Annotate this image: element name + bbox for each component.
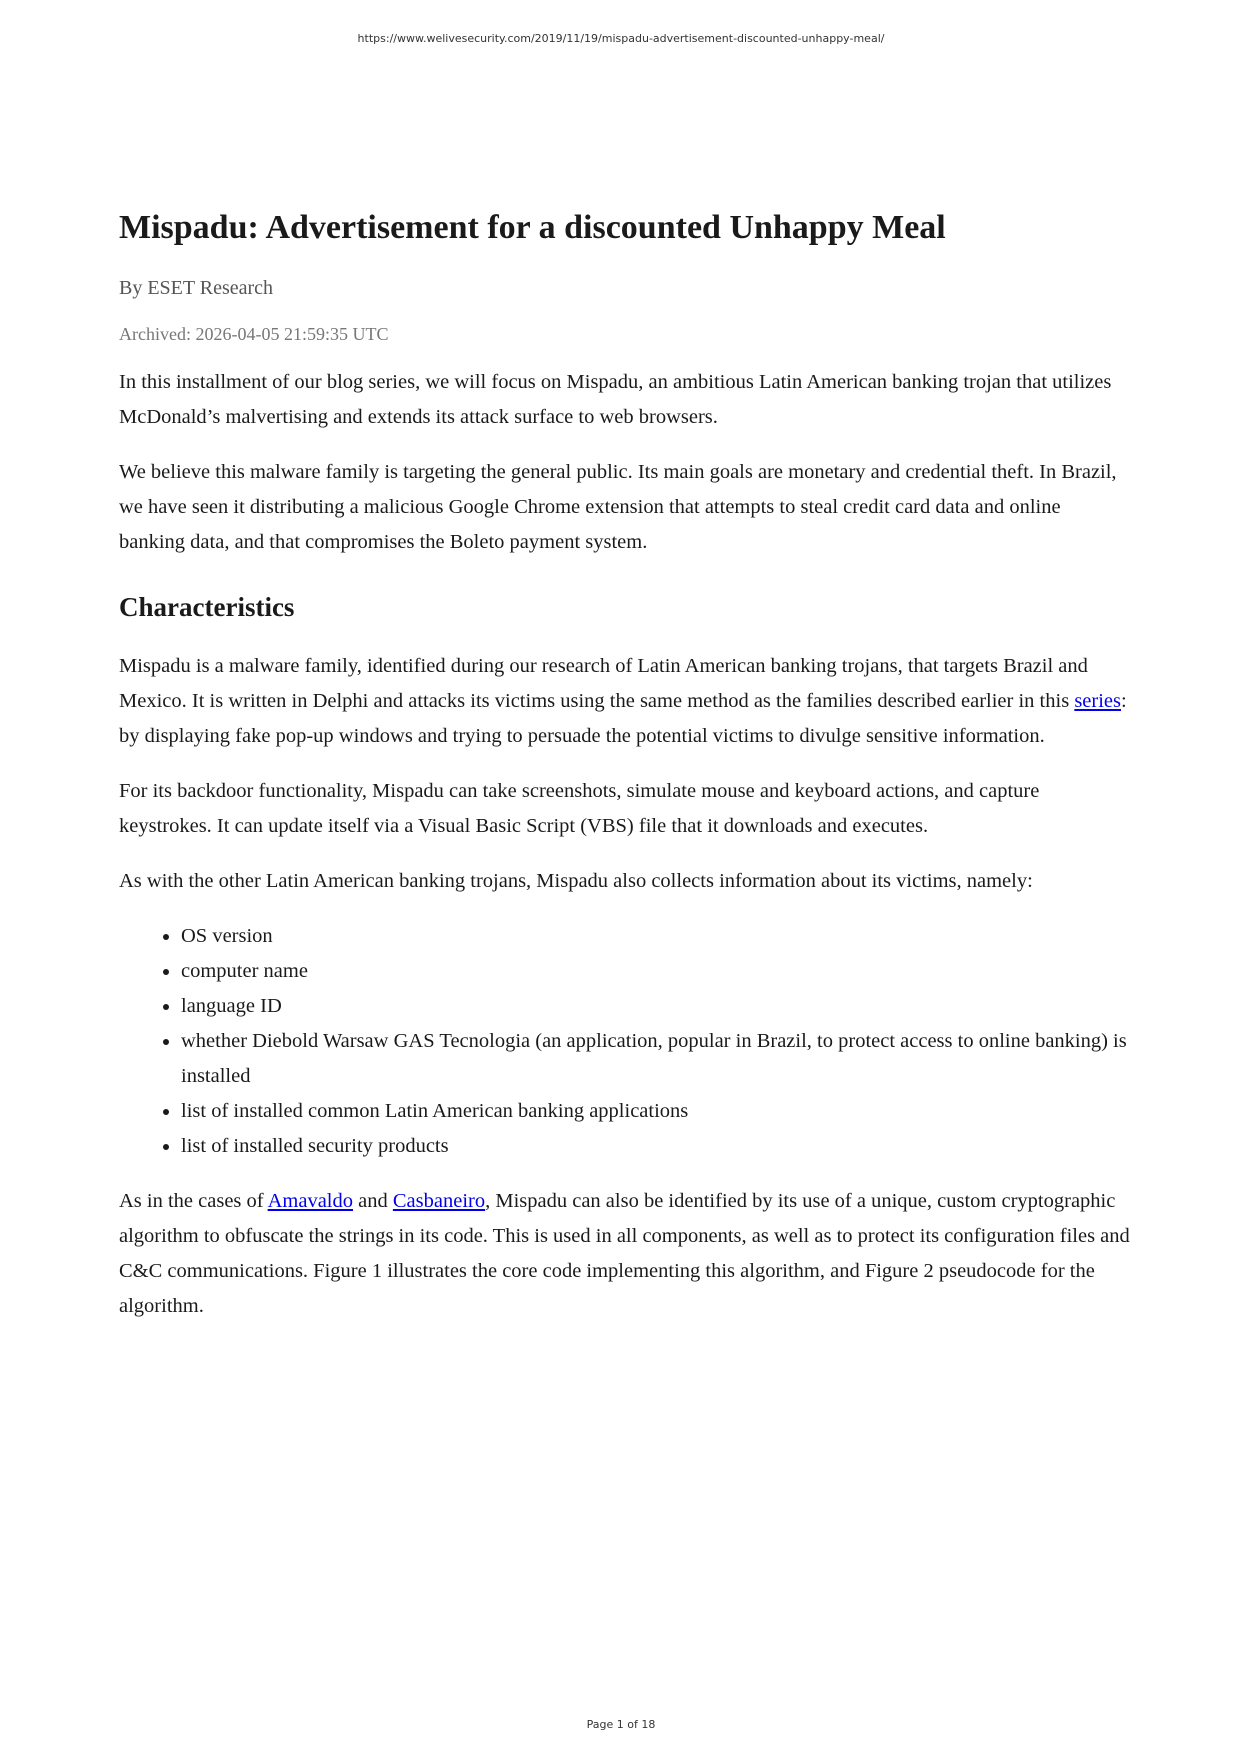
list-item: • computer name xyxy=(181,954,1131,989)
characteristics-paragraph-2: For its backdoor functionality, Mispadu can take screenshots, simulate mouse and keyboard actions, and capture keystrokes. It can update itself via a Visual Basic Script (VBS) file that it downloads and executes. xyxy=(119,779,1040,837)
victim-info-list xyxy=(119,919,1131,1164)
source-url: https://www.welivesecurity.com/2019/11/19/mispadu-advertisement-discounted-unhappy-meal/ xyxy=(357,32,885,45)
casbaneiro-link[interactable]: Casbaneiro xyxy=(392,1189,486,1212)
article-byline: By ESET Research xyxy=(119,276,274,299)
text-span: As in the cases of xyxy=(119,1189,268,1212)
article-content xyxy=(119,208,1131,1324)
intro-paragraph-1: In this installment of our blog series, we will focus on Mispadu, an ambitious Latin American banking trojan that utilizes McDonald’s malvertising and extends its attack surface to web browsers. xyxy=(119,370,1112,428)
series-link[interactable]: series xyxy=(1074,689,1121,712)
characteristics-paragraph-1 xyxy=(119,649,1131,754)
article-title: Mispadu: Advertisement for a discounted Unhappy Meal xyxy=(119,209,946,246)
characteristics-paragraph-4 xyxy=(119,1184,1131,1324)
text-span: , Mispadu can also be identified by its use of a unique, custom cryptographic algorithm to obfuscate the strings in its code. This is used in all components, as well as to protect its configuration files and C&C communications. Figure 1 illustrates the core code implementing this algorithm, and Figure 2 pseudocode for the algorithm. xyxy=(119,1189,1130,1317)
page-number: Page 1 of 18 xyxy=(586,1718,656,1731)
text-span: Mispadu is a malware family, identified during our research of Latin American banking trojans, that targets Brazil and Mexico. It is written in Delphi and attacks its victims using the same method as the families described earlier in this xyxy=(119,654,1088,712)
characteristics-paragraph-3: As with the other Latin American banking trojans, Mispadu also collects information about its victims, namely: xyxy=(119,869,1033,892)
archived-timestamp: Archived: 2026-04-05 21:59:35 UTC xyxy=(119,323,389,344)
amavaldo-link[interactable]: Amavaldo xyxy=(267,1189,354,1212)
list-item: • OS version xyxy=(181,919,1131,954)
section-heading-characteristics: Characteristics xyxy=(119,591,295,622)
intro-paragraph-2: We believe this malware family is targeting the general public. Its main goals are monetary and credential theft. In Brazil, we have seen it distributing a malicious Google Chrome extension that attempts to steal credit card data and online banking data, and that compromises the Boleto payment system. xyxy=(119,460,1117,553)
list-item: • whether Diebold Warsaw GAS Tecnologia (an application, popular in Brazil, to protect access to online banking) is installed xyxy=(181,1024,1131,1094)
text-span: : by displaying fake pop-up windows and trying to persuade the potential victims to divulge sensitive information. xyxy=(119,689,1127,747)
list-item: • list of installed security products xyxy=(181,1129,1131,1164)
text-span: and xyxy=(353,1189,393,1212)
list-item: • language ID xyxy=(181,989,1131,1024)
list-item: • list of installed common Latin American banking applications xyxy=(181,1094,1131,1129)
